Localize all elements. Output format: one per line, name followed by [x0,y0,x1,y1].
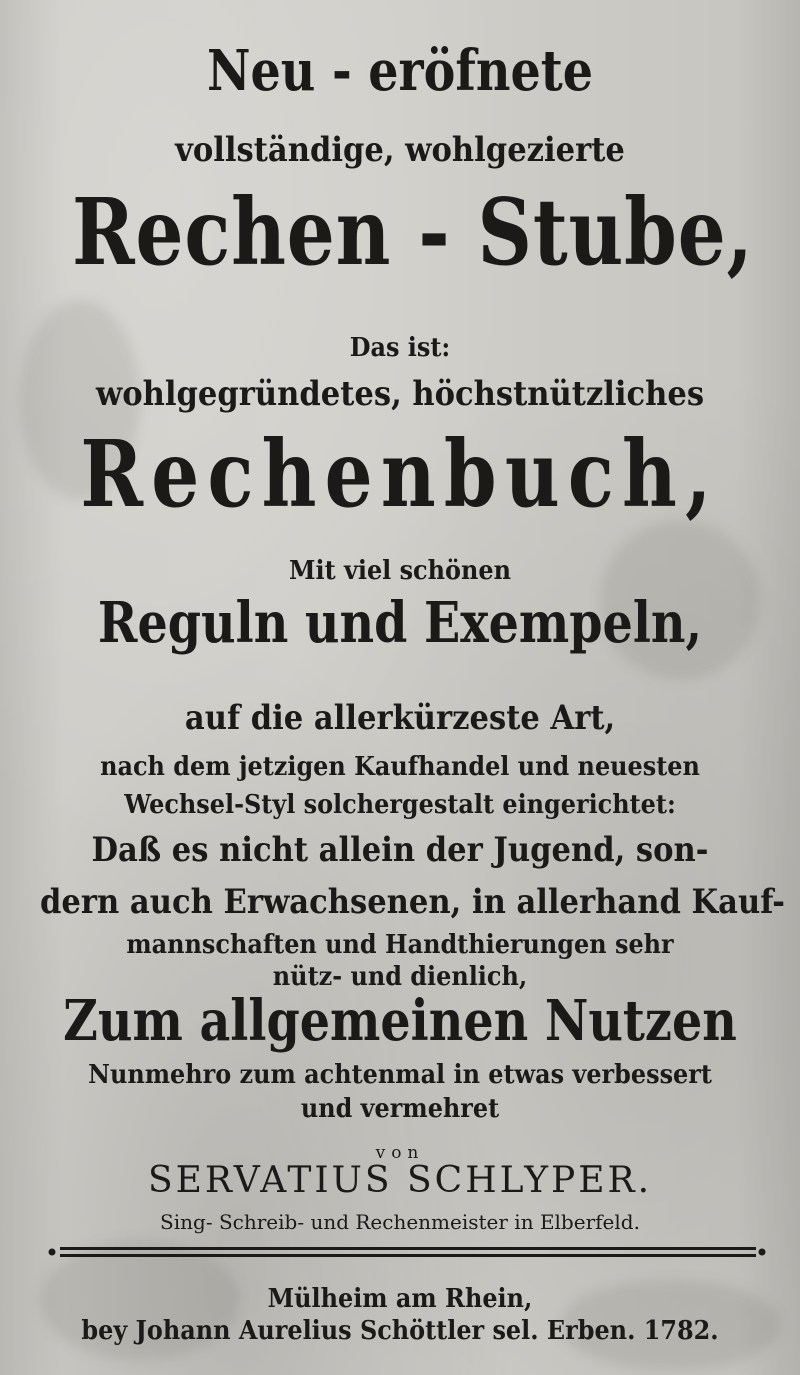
imprint-publisher: bey Johann Aurelius Schöttler sel. Erben. 1782. [81,1316,719,1346]
title-line-vermehret: und vermehret [300,1094,500,1124]
title-line-neu-eroefnete: Neu - eröfnete [206,38,594,104]
title-line-erwachsenen: dern auch Erwachsenen, in allerhand Kauf- [40,882,785,922]
title-line-mannschaften: mannschaften und Handthierungen sehr [126,930,674,960]
title-line-allgemeinen-nutzen: Zum allgemeinen Nutzen [63,988,737,1054]
title-line-mit-viel-schoenen: Mit viel schönen [289,556,511,586]
title-line-nuetz-dienlich: nütz- und dienlich, [272,962,528,992]
title-line-reguln-und-exempeln: Reguln und Exempeln, [97,590,703,656]
title-line-wohlgegruendetes: wohlgegründetes, höchstnützliches [95,374,705,414]
title-line-achtenmal: Nunmehro zum achtenmal in etwas verbessert [88,1060,712,1090]
author-role: Sing- Schreib- und Rechenmeister in Elberfeld. [160,1210,640,1234]
title-line-kaufhandel: nach dem jetzigen Kaufhandel und neuesten [100,752,700,782]
title-line-rechenbuch: Rechenbuch, [80,420,720,528]
title-line-wechsel-styl: Wechsel-Styl solchergestalt eingerichtet: [124,790,676,820]
title-line-von: von [375,1143,425,1163]
title-line-vollstaendige: vollständige, wohlgezierte [175,130,625,170]
title-line-allerkuerzeste: auf die allerkürzeste Art, [184,698,616,738]
title-line-das-ist: Das ist: [349,333,451,363]
title-line-rechen-stube: Rechen - Stube, [72,178,754,286]
decorative-rule [48,1246,766,1258]
title-line-jugend: Daß es nicht allein der Jugend, son- [91,830,709,870]
author-name: SERVATIUS SCHLYPER. [147,1160,653,1201]
imprint-place: Mülheim am Rhein, [267,1284,533,1314]
